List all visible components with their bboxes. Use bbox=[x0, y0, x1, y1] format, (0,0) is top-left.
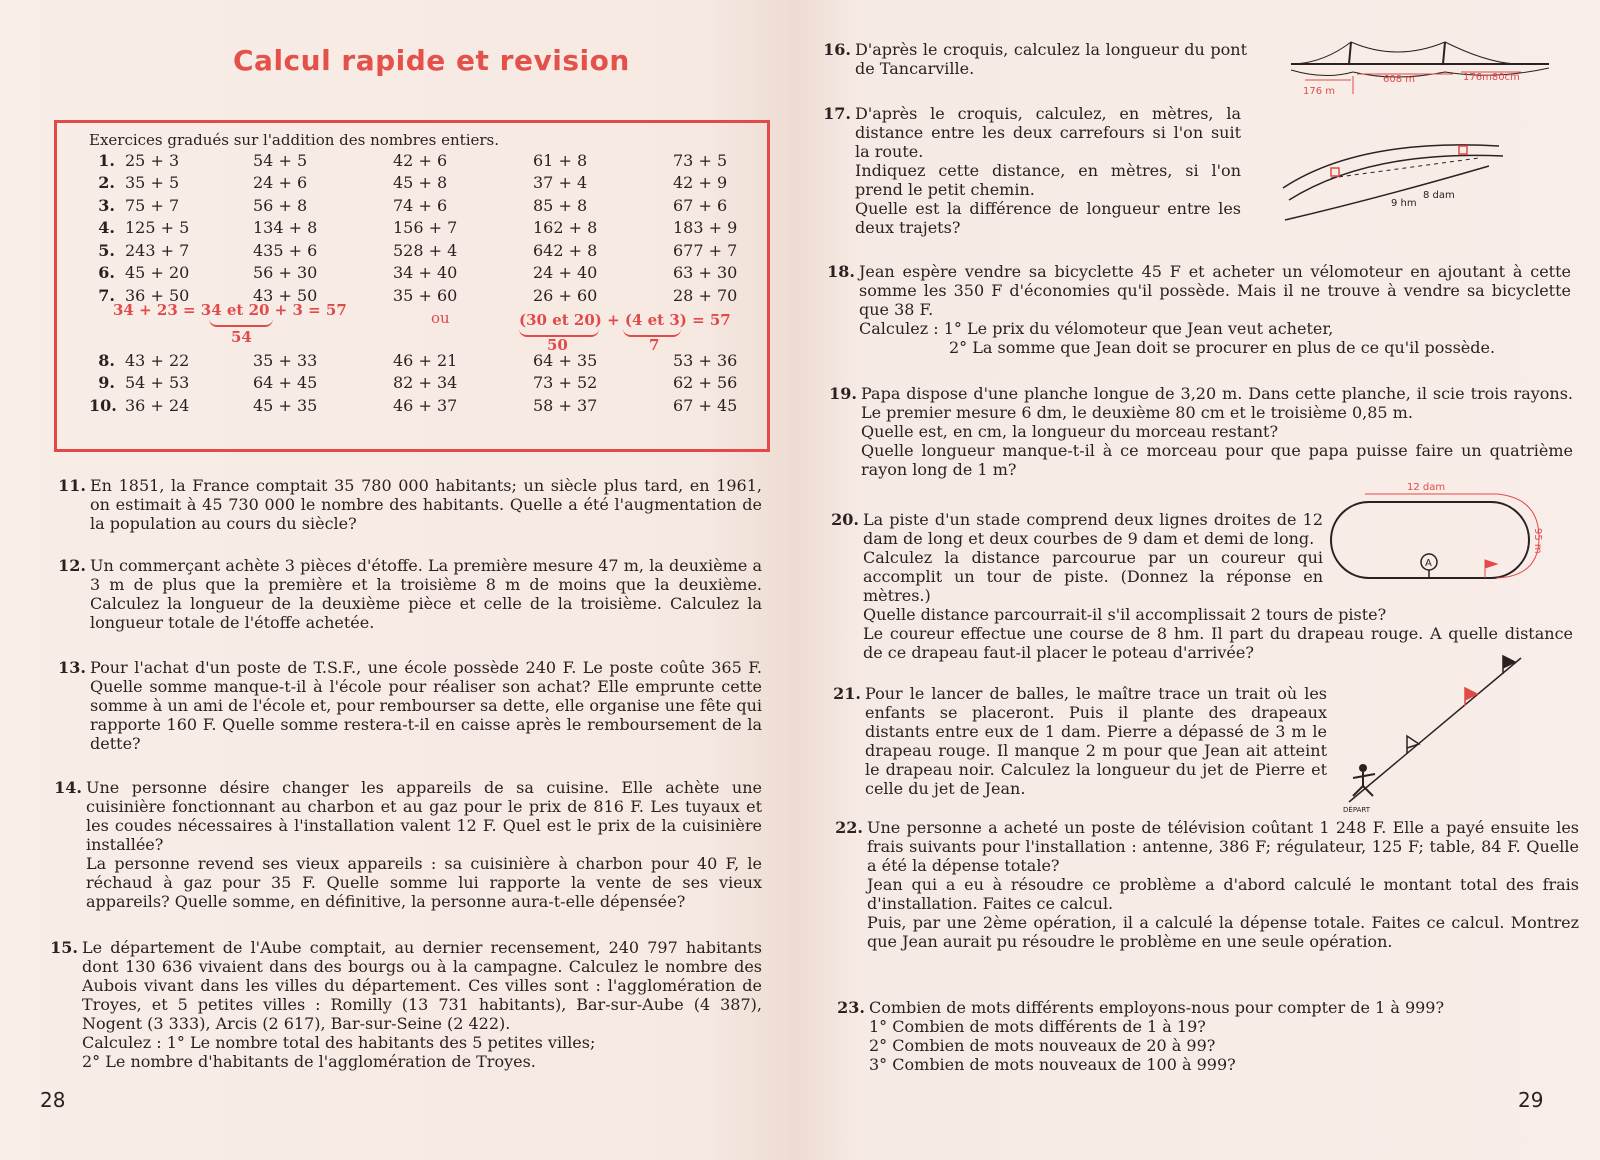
exercise-number: 9. bbox=[98, 373, 115, 393]
problem-line: Indiquez cette distance, en mètres, si l'on prend le petit chemin. bbox=[855, 161, 1241, 199]
page-29 bbox=[795, 0, 1600, 1160]
exercise-cell: 58 + 37 bbox=[533, 395, 598, 415]
exercise-cell: 75 + 7 bbox=[125, 195, 180, 215]
problem-23 bbox=[837, 998, 1581, 1074]
problem-number: 12. bbox=[58, 556, 86, 575]
problem-line: Quelle distance parcourrait-il s'il accomplissait 2 tours de piste? bbox=[863, 605, 1387, 624]
problem-12 bbox=[58, 556, 762, 632]
exercise-cell: 528 + 4 bbox=[393, 240, 458, 260]
example-left: 34 + 23 = 34 et 20 + 3 = 57 bbox=[113, 301, 347, 319]
problem-line: Pour le lancer de balles, le maître trace un trait où les enfants se placeront. Puis il plante des drapeaux distants entre eux de 1 dam. Pierre a dépassé de 3 m le drapeau rouge. Il manque 2 m pour que Jean ait atteint le drapeau noir. Calculez la longueur du jet de Pierre et celle du jet de Jean. bbox=[865, 684, 1327, 798]
exercise-cell: 67 + 6 bbox=[673, 195, 728, 215]
exercise-cell: 54 + 53 bbox=[125, 373, 190, 393]
example-right-sub1: 50 bbox=[547, 336, 568, 354]
exercise-cell: 85 + 8 bbox=[533, 195, 588, 215]
exercise-cell: 45 + 8 bbox=[393, 173, 448, 193]
problem-line: Le coureur effectue une course de 8 hm. Il part du drapeau rouge. A quelle distance de ce drapeau faut-il placer le poteau d'arrivée? bbox=[863, 624, 1573, 662]
exercise-cell: 37 + 4 bbox=[533, 173, 588, 193]
throw-label: DÉPART bbox=[1343, 806, 1371, 814]
problem-line: 2° Combien de mots nouveaux de 20 à 99? bbox=[869, 1036, 1216, 1055]
exercise-cell: 642 + 8 bbox=[533, 240, 598, 260]
exercise-cell: 64 + 45 bbox=[253, 373, 318, 393]
problem-text: Un commerçant achète 3 pièces d'étoffe. La première mesure 47 m, la deuxième a 3 m de plus que la première et la troisième 8 m de moins que la deuxième. Calculez la longueur de la deuxième pièce et celle de la troisième. Calculez la longueur totale de l'étoffe achetée. bbox=[90, 556, 762, 632]
exercise-cell: 125 + 5 bbox=[125, 218, 190, 238]
problem-text: Pour l'achat d'un poste de T.S.F., une école possède 240 F. Le poste coûte 365 F. Quelle somme manque-t-il à l'école pour réaliser son achat? Elle emprunte cette somme à un ami de l'école et, pour rembourser sa dette, elle organise une fête qui rapporte 160 F. Quelle somme restera-t-il en caisse après le remboursement de la dette? bbox=[90, 658, 762, 753]
exercise-cell: 54 + 5 bbox=[253, 150, 308, 170]
page-title: Calcul rapide et revision bbox=[233, 44, 630, 77]
exercise-row bbox=[89, 149, 795, 172]
road-label-a: 9 hm bbox=[1391, 198, 1417, 209]
track-label-top: 12 dam bbox=[1407, 482, 1446, 493]
problem-line: Quelle est, en cm, la longueur du morceau restant? bbox=[861, 422, 1279, 441]
problem-line: Une personne a acheté un poste de télévision coûtant 1 248 F. Elle a payé ensuite les frais suivants pour l'installation : antenne, 386 F; régulateur, 125 F; table, 84 F. Quelle a été la dépense totale? bbox=[867, 818, 1579, 875]
problem-17 bbox=[823, 104, 1241, 237]
exercise-cell: 183 + 9 bbox=[673, 218, 738, 238]
exercise-grid-b bbox=[89, 349, 795, 417]
example-brace bbox=[209, 319, 273, 327]
problem-line: La piste d'un stade comprend deux lignes droites de 12 dam de long et deux courbes de 9 dam et demi de long. bbox=[863, 510, 1323, 548]
problem-line: Papa dispose d'une planche longue de 3,20 m. Dans cette planche, il scie trois rayons. Le premier mesure 6 dm, le deuxième 80 cm et le troisième 0,85 m. bbox=[861, 384, 1573, 422]
exercise-number: 5. bbox=[98, 240, 115, 260]
exercise-cell: 53 + 36 bbox=[673, 350, 738, 370]
road-sketch bbox=[1279, 128, 1511, 226]
problem-line: Combien de mots différents employons-nous pour compter de 1 à 999? bbox=[869, 998, 1445, 1017]
problem-text: D'après le croquis, calculez la longueur du pont de Tancarville. bbox=[855, 40, 1247, 78]
exercise-row bbox=[89, 217, 795, 240]
exercise-number: 3. bbox=[98, 195, 115, 215]
problem-14 bbox=[54, 778, 762, 911]
exercise-number: 8. bbox=[98, 350, 115, 370]
exercise-cell: 26 + 60 bbox=[533, 285, 598, 305]
problem-line: Jean espère vendre sa bicyclette 45 F et acheter un vélomoteur en ajoutant à cette somme les 350 F d'économies qu'il possède. Mais il ne trouve à vendre sa bicyclette que 38 F. bbox=[859, 262, 1571, 319]
problem-line: Jean qui a eu à résoudre ce problème a d'abord calculé le montant total des frais d'installation. Faites ce calcul. bbox=[867, 875, 1579, 913]
problem-line: 2° La somme que Jean doit se procurer en plus de ce qu'il possède. bbox=[949, 338, 1496, 357]
problem-line: Calculez : 1° Le prix du vélomoteur que Jean veut acheter, bbox=[859, 319, 1334, 338]
exercise-cell: 35 + 60 bbox=[393, 285, 458, 305]
problem-text: Une personne désire changer les appareils de sa cuisine. Elle achète une cuisinière fonctionnant au charbon et au gaz pour le prix de 816 F. Les tuyaux et les coudes nécessaires à l'installation valent 12 F. Quel est le prix de la cuisinière installée? bbox=[86, 778, 762, 854]
exercise-number: 4. bbox=[98, 218, 115, 238]
bridge-label-left: 176 m bbox=[1303, 86, 1336, 97]
throw-sketch bbox=[1335, 650, 1535, 820]
problem-line: 1° Combien de mots différents de 1 à 19? bbox=[869, 1017, 1206, 1036]
problem-text: En 1851, la France comptait 35 780 000 habitants; un siècle plus tard, en 1961, on estimait à 45 730 000 le nombre des habitants. Quelle a été l'augmentation de la population au cours du siècle? bbox=[90, 476, 762, 533]
exercise-cell: 62 + 56 bbox=[673, 373, 738, 393]
problem-15 bbox=[50, 938, 762, 1071]
problem-16 bbox=[823, 40, 1247, 78]
problem-line: Puis, par une 2ème opération, il a calculé la dépense totale. Faites ce calcul. Montrez que Jean aurait pu résoudre le problème en une seule opération. bbox=[867, 913, 1579, 951]
track-sketch bbox=[1325, 480, 1555, 590]
problem-number: 23. bbox=[837, 998, 865, 1017]
problem-number: 16. bbox=[823, 40, 851, 59]
problem-number: 18. bbox=[827, 262, 855, 281]
exercise-cell: 42 + 9 bbox=[673, 173, 728, 193]
exercise-number: 6. bbox=[98, 263, 115, 283]
exercise-heading: Exercices gradués sur l'addition des nombres entiers. bbox=[89, 131, 500, 149]
exercise-cell: 24 + 6 bbox=[253, 173, 308, 193]
problem-number: 22. bbox=[835, 818, 863, 837]
problem-text-2: Calculez : 1° Le nombre total des habitants des 5 petites villes; bbox=[82, 1033, 596, 1052]
exercise-box bbox=[54, 120, 770, 452]
track-label-side: 95 m bbox=[1532, 528, 1543, 554]
exercise-cell: 56 + 8 bbox=[253, 195, 308, 215]
problem-number: 20. bbox=[831, 510, 859, 529]
problem-text: Le département de l'Aube comptait, au dernier recensement, 240 797 habitants dont 130 636 vivaient dans des bourgs ou à la campagne. Calculez le nombre des Aubois vivant dans les villes du département. Ces villes sont : l'agglomération de Troyes, et 5 petites villes : Romilly (13 731 habitants), Bar-sur-Aube (4 387), Nogent (3 333), Arcis (2 617), Bar-sur-Seine (2 422). bbox=[82, 938, 762, 1033]
exercise-cell: 45 + 35 bbox=[253, 395, 318, 415]
exercise-cell: 46 + 21 bbox=[393, 350, 458, 370]
exercise-cell: 74 + 6 bbox=[393, 195, 448, 215]
problem-18 bbox=[827, 262, 1571, 357]
example-right: (30 et 20) + (4 et 3) = 57 bbox=[519, 311, 731, 329]
page-number: 29 bbox=[1518, 1088, 1544, 1112]
page-28 bbox=[0, 0, 795, 1160]
problem-text-3: 2° Le nombre d'habitants de l'agglomération de Troyes. bbox=[82, 1052, 536, 1071]
road-label-b: 8 dam bbox=[1423, 190, 1455, 201]
exercise-row bbox=[89, 262, 795, 285]
exercise-cell: 43 + 22 bbox=[125, 350, 190, 370]
bridge-label-mid: 608 m bbox=[1383, 74, 1416, 85]
exercise-cell: 34 + 40 bbox=[393, 263, 458, 283]
exercise-cell: 67 + 45 bbox=[673, 395, 738, 415]
exercise-cell: 36 + 50 bbox=[125, 285, 190, 305]
bridge-label-right: 176m80cm bbox=[1463, 72, 1520, 83]
exercise-cell: 677 + 7 bbox=[673, 240, 738, 260]
exercise-row bbox=[89, 394, 795, 417]
exercise-row bbox=[89, 349, 795, 372]
example-or: ou bbox=[431, 309, 450, 327]
exercise-cell: 134 + 8 bbox=[253, 218, 318, 238]
page-number: 28 bbox=[40, 1088, 66, 1112]
exercise-cell: 64 + 35 bbox=[533, 350, 598, 370]
problem-number: 15. bbox=[50, 938, 78, 957]
exercise-cell: 156 + 7 bbox=[393, 218, 458, 238]
exercise-cell: 46 + 37 bbox=[393, 395, 458, 415]
track-label-a: A bbox=[1425, 558, 1432, 569]
bridge-sketch bbox=[1285, 36, 1555, 100]
exercise-cell: 61 + 8 bbox=[533, 150, 588, 170]
problem-number: 14. bbox=[54, 778, 82, 797]
exercise-number: 1. bbox=[98, 150, 115, 170]
exercise-row bbox=[89, 239, 795, 262]
exercise-cell: 435 + 6 bbox=[253, 240, 318, 260]
problem-19 bbox=[829, 384, 1573, 479]
problem-21 bbox=[833, 684, 1327, 798]
exercise-cell: 162 + 8 bbox=[533, 218, 598, 238]
problem-number: 13. bbox=[58, 658, 86, 677]
exercise-cell: 43 + 50 bbox=[253, 285, 318, 305]
exercise-cell: 35 + 33 bbox=[253, 350, 318, 370]
problem-22 bbox=[835, 818, 1579, 951]
problem-11 bbox=[58, 476, 762, 533]
problem-number: 11. bbox=[58, 476, 86, 495]
exercise-row bbox=[89, 194, 795, 217]
exercise-cell: 243 + 7 bbox=[125, 240, 190, 260]
exercise-cell: 73 + 52 bbox=[533, 373, 598, 393]
exercise-cell: 25 + 3 bbox=[125, 150, 180, 170]
exercise-number: 10. bbox=[89, 395, 117, 415]
problem-text-2: La personne revend ses vieux appareils : sa cuisinière à charbon pour 40 F, le réchaud à gaz pour 35 F. Quelle somme lui rapporte la vente de ses vieux appareils? Quelle somme, en définitive, la personne aura-t-elle dépensée? bbox=[86, 854, 762, 911]
exercise-cell: 24 + 40 bbox=[533, 263, 598, 283]
problem-line: D'après le croquis, calculez, en mètres, la distance entre les deux carrefours si l'on suit la route. bbox=[855, 104, 1241, 161]
exercise-row bbox=[89, 172, 795, 195]
problem-line: Quelle longueur manque-t-il à ce morceau pour que papa puisse faire un quatrième rayon long de 1 m? bbox=[861, 441, 1573, 479]
exercise-cell: 73 + 5 bbox=[673, 150, 728, 170]
exercise-number: 2. bbox=[98, 173, 115, 193]
exercise-cell: 56 + 30 bbox=[253, 263, 318, 283]
exercise-grid-a bbox=[89, 149, 795, 307]
problem-line: Calculez la distance parcourue par un coureur qui accomplit un tour de piste. (Donnez la réponse en mètres.) bbox=[863, 548, 1323, 605]
exercise-number: 7. bbox=[98, 285, 115, 305]
problem-13 bbox=[58, 658, 762, 753]
exercise-cell: 42 + 6 bbox=[393, 150, 448, 170]
example-right-sub2: 7 bbox=[649, 336, 660, 354]
exercise-cell: 36 + 24 bbox=[125, 395, 190, 415]
problem-number: 17. bbox=[823, 104, 851, 123]
exercise-cell: 28 + 70 bbox=[673, 285, 738, 305]
problem-number: 21. bbox=[833, 684, 861, 703]
exercise-cell: 45 + 20 bbox=[125, 263, 190, 283]
problem-number: 19. bbox=[829, 384, 857, 403]
example-left-sub: 54 bbox=[231, 328, 252, 346]
problem-line: 3° Combien de mots nouveaux de 100 à 999? bbox=[869, 1055, 1236, 1074]
exercise-cell: 63 + 30 bbox=[673, 263, 738, 283]
exercise-cell: 35 + 5 bbox=[125, 173, 180, 193]
exercise-row bbox=[89, 372, 795, 395]
exercise-cell: 82 + 34 bbox=[393, 373, 458, 393]
problem-line: Quelle est la différence de longueur entre les deux trajets? bbox=[855, 199, 1241, 237]
